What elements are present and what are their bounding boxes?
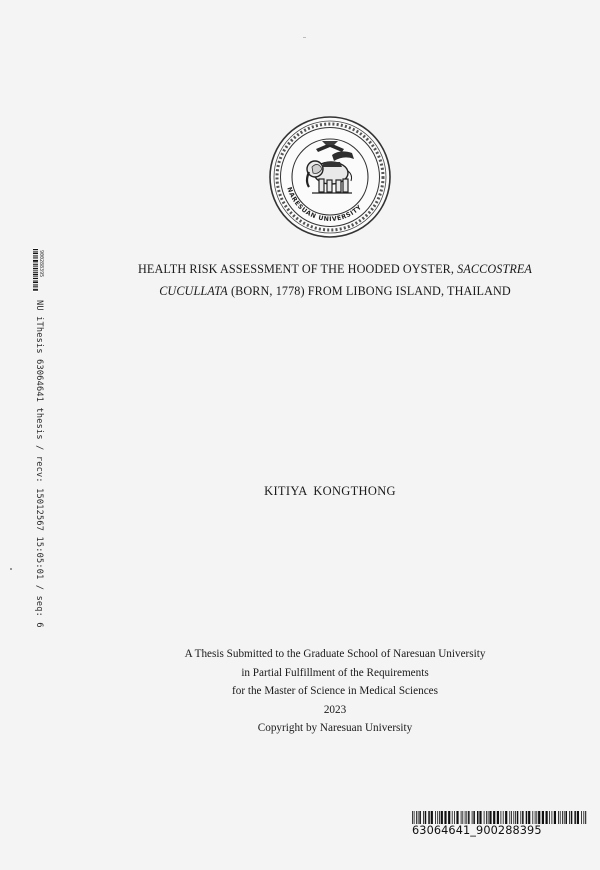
bottom-barcode-icon <box>412 811 587 824</box>
submission-line-2: in Partial Fulfillment of the Requirements <box>241 666 429 679</box>
bottom-barcode-number: 63064641_900288395 <box>412 824 542 837</box>
submission-year: 2023 <box>323 703 347 716</box>
side-barcode-number: 900288395 <box>38 250 44 278</box>
submission-line-3: for the Master of Science in Medical Sciences <box>232 685 438 697</box>
author-name: KITIYA KONGTHONG <box>264 484 396 498</box>
submission-statement <box>110 645 560 738</box>
seal-ring-text: NARESUAN UNIVERSITY <box>285 186 364 224</box>
thesis-title <box>110 258 560 302</box>
naresuan-university-seal-icon <box>268 115 392 239</box>
speck <box>303 37 306 38</box>
title-line-2: CUCULLATA (BORN, 1778) FROM LIBONG ISLAND, THAILAND <box>159 284 511 298</box>
ithesis-stamp: NU iThesis 63064641 thesis / recv: 15012567 15:05:01 / seq: 6 <box>34 300 44 628</box>
speck <box>10 568 12 570</box>
copyright-line: Copyright by Naresuan University <box>257 722 413 734</box>
title-line-1: HEALTH RISK ASSESSMENT OF THE HOODED OYSTER, SACCOSTREA <box>138 262 532 276</box>
submission-line-1: A Thesis Submitted to the Graduate School of Naresuan University <box>184 648 486 660</box>
